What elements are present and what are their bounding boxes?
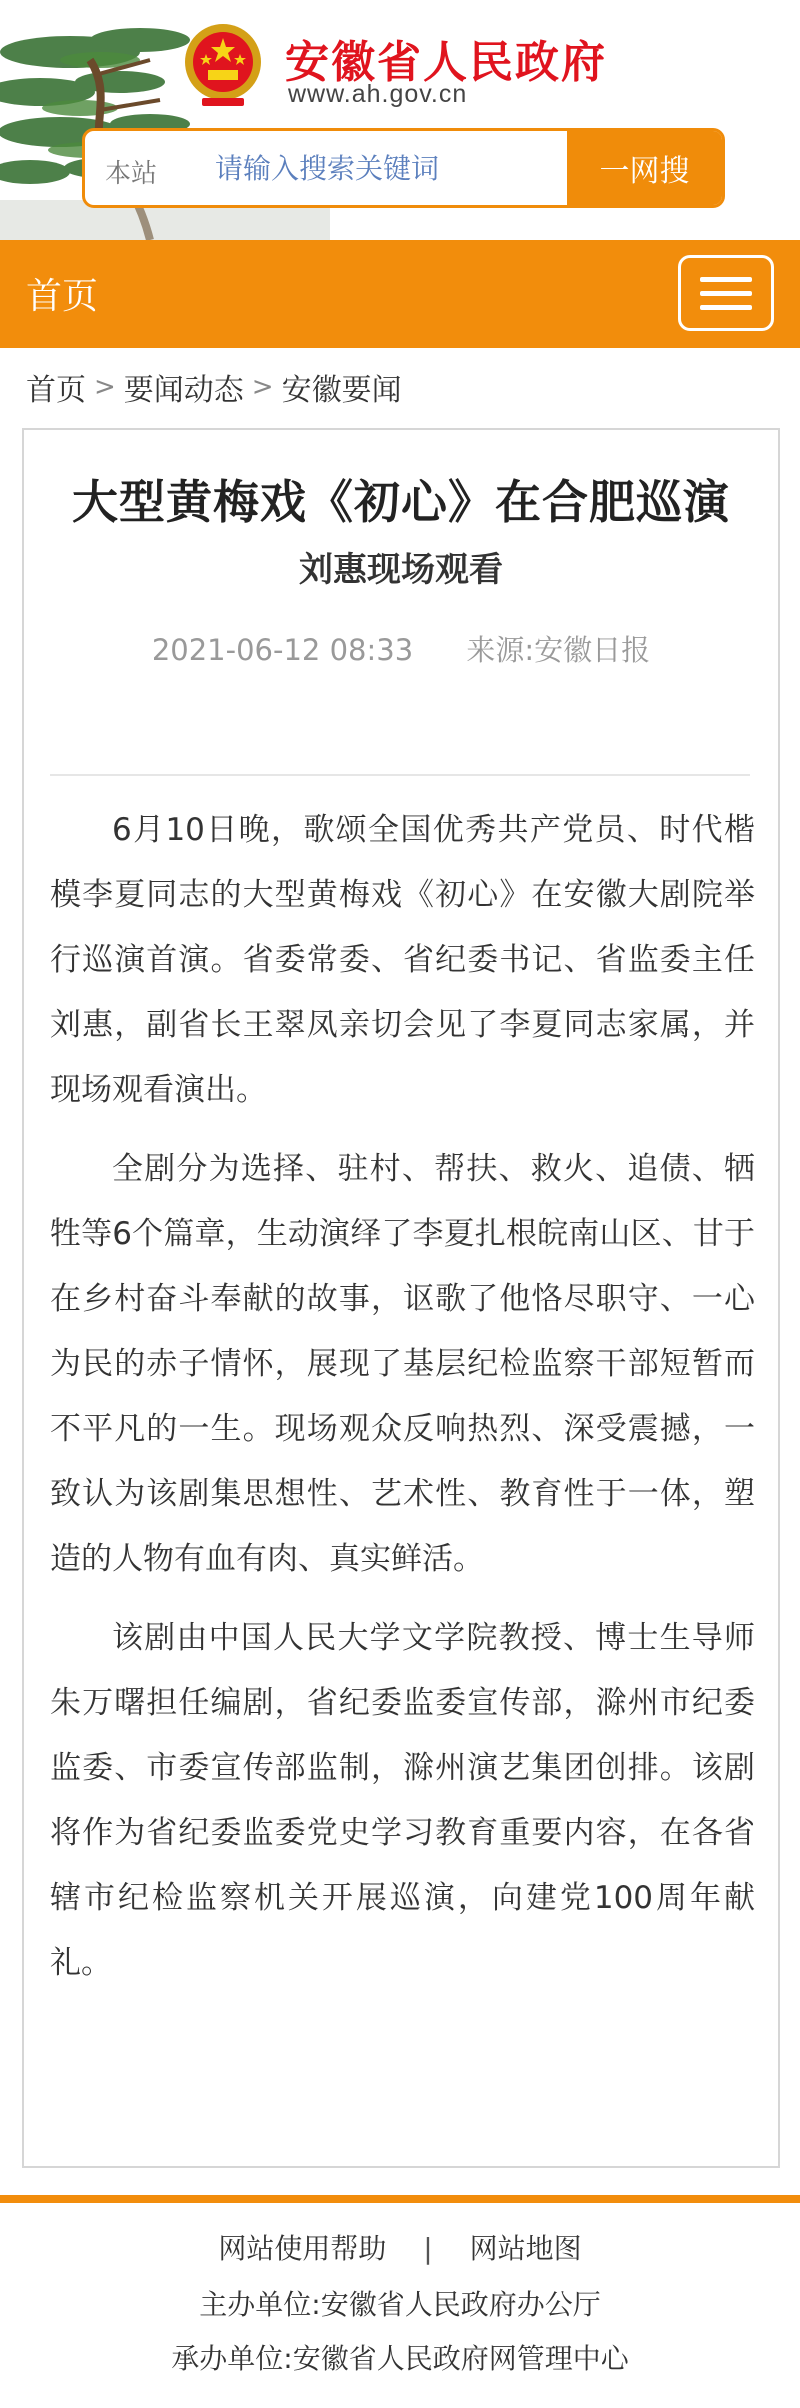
nav-home-link[interactable]: 首页 xyxy=(26,276,99,317)
hamburger-menu-icon xyxy=(700,291,752,296)
nav-bar xyxy=(0,240,800,348)
footer-divider xyxy=(0,2195,800,2203)
article-title: 大型黄梅戏《初心》在合肥巡演 xyxy=(72,475,730,529)
site-footer xyxy=(0,2203,800,2408)
national-emblem-icon xyxy=(178,20,268,110)
breadcrumb-item-home[interactable]: 首页 xyxy=(26,373,86,408)
article-paragraph: 全剧分为选择、驻村、帮扶、救火、追债、牺牲等6个篇章，生动演绎了李夏扎根皖南山区、甘于在乡村奋斗奉献的故事，讴歌了他恪尽职守、一心为民的赤子情怀，展现了基层纪检监察干部短暂而不平凡的一生。现场观众反响热烈、深受震撼，一致认为该剧集思想性、艺术性、教育性于一体，塑造的人物有血有肉、真实鲜活。 xyxy=(50,1151,755,1577)
article-card xyxy=(22,428,780,2168)
help-link[interactable]: 网站使用帮助 xyxy=(218,2232,387,2265)
search-bar xyxy=(82,128,725,208)
footer-organizer: 承办单位:安徽省人民政府网管理中心 xyxy=(171,2342,629,2375)
divider xyxy=(50,774,750,776)
article-paragraph: 6月10日晚，歌颂全国优秀共产党员、时代楷模李夏同志的大型黄梅戏《初心》在安徽大剧院举行巡演首演。省委常委、省纪委书记、省监委主任刘惠，副省长王翠凤亲切会见了李夏同志家属，并现场观看演出。 xyxy=(50,812,755,1108)
footer-links xyxy=(0,2227,800,2267)
site-name[interactable]: 安徽省人民政府 xyxy=(285,37,607,88)
search-button[interactable]: 一网搜 xyxy=(567,131,722,205)
footer-host: 主办单位:安徽省人民政府办公厅 xyxy=(199,2288,601,2321)
site-header xyxy=(0,0,800,240)
menu-button[interactable] xyxy=(678,255,774,331)
sitemap-link[interactable]: 网站地图 xyxy=(469,2232,582,2265)
breadcrumb xyxy=(26,364,402,410)
breadcrumb-item-news[interactable]: 要闻动态 xyxy=(123,373,244,408)
article-datetime: 2021-06-12 08:33 xyxy=(151,633,414,667)
article-meta xyxy=(24,628,778,669)
article-subtitle: 刘惠现场观看 xyxy=(299,550,503,590)
hamburger-menu-icon xyxy=(700,305,752,310)
site-url[interactable]: www.ah.gov.cn xyxy=(288,80,468,108)
article-paragraph: 该剧由中国人民大学文学院教授、博士生导师朱万曙担任编剧，省纪委监委宣传部，滁州市纪委监委、市委宣传部监制，滁州演艺集团创排。该剧将作为省纪委监委党史学习教育重要内容，在各省辖市纪检监察机关开展巡演，向建党100周年献礼。 xyxy=(50,1620,755,1981)
breadcrumb-item-anhui-news[interactable]: 安徽要闻 xyxy=(281,373,402,408)
article-body xyxy=(50,798,755,2010)
chevron-right-icon: > xyxy=(94,372,116,402)
search-scope-label[interactable]: 本站 xyxy=(105,159,158,189)
footer-link-separator: | xyxy=(423,2232,433,2265)
article-source: 来源:安徽日报 xyxy=(466,633,651,667)
chevron-right-icon: > xyxy=(251,372,274,402)
hamburger-menu-icon xyxy=(700,277,752,282)
